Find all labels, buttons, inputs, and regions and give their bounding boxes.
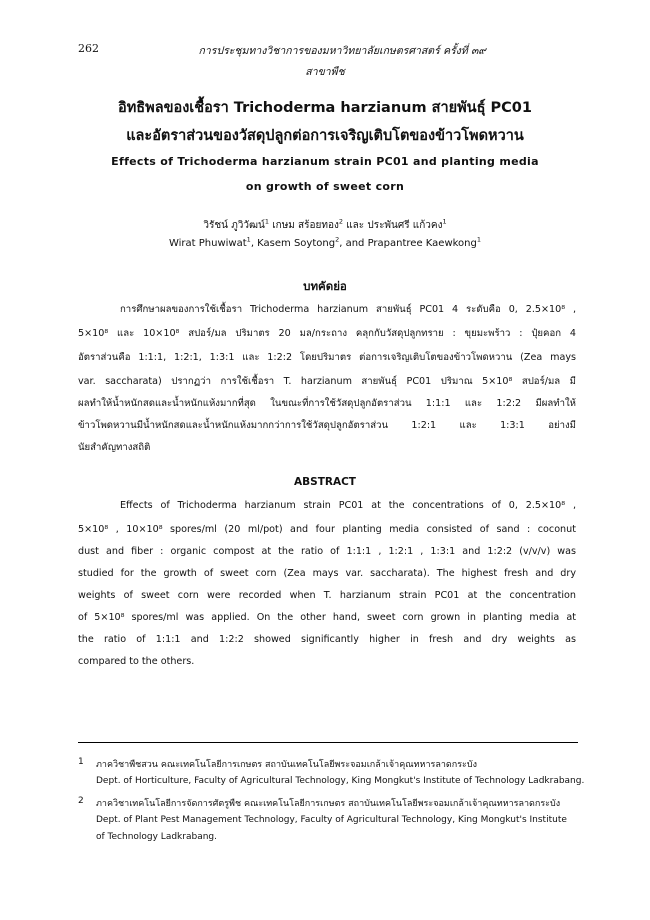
affiliation-mark: 2 [338, 217, 344, 226]
section-label: สาขาพืช [305, 66, 345, 78]
affiliation-mark: 1 [264, 217, 270, 226]
author-name: Kasem Soytong [257, 238, 336, 249]
footnote-divider [78, 742, 578, 743]
author-name: วิรัชน์ ภูวิวัฒน์ [203, 220, 265, 231]
abstract-english-line: the ratio of 1:1:1 and 1:2:2 showed significantly higher in fresh and dry weights as [78, 634, 576, 645]
abstract-thai-heading: บทคัดย่อ [303, 279, 347, 293]
running-head: การประชุมทางวิชาการของมหาวิทยาลัยเกษตรศาสตร์ ครั้งที่ ๓๙ [198, 45, 486, 57]
author-separator: และ [346, 220, 365, 231]
title-english-line-1: Effects of Trichoderma harzianum strain PC01 and planting media [111, 155, 539, 168]
abstract-english-line: Effects of Trichoderma harzianum strain PC01 at the concentrations of 0, 2.5×10⁸ , [120, 500, 576, 511]
footnote-text: ภาควิชาเทคโนโลยีการจัดการศัตรูพืช คณะเทคโนโลยีการเกษตร สถาบันเทคโนโลยีพระจอมเกล้าเจ้าคุณทหารลาดกระบัง [96, 799, 561, 809]
footnote-text: Dept. of Plant Pest Management Technology, Faculty of Agricultural Technology, King Mongkut's Institute [96, 815, 567, 825]
affiliation-mark: 1 [246, 235, 251, 244]
footnote-number: 1 [78, 757, 84, 767]
abstract-thai-line: 5×10⁸ และ 10×10⁸ สปอร์/มล ปริมาตร 20 มล/กระถาง คลุกกับวัสดุปลูกทราย : ขุยมะพร้าว : ปุ๋ยคอก 4 [78, 328, 576, 339]
author-name: Wirat Phuwiwat [168, 238, 247, 249]
abstract-english-line: weights of sweet corn were recorded when T. harzianum strain PC01 at the concentration [78, 590, 576, 601]
footnote-text: ภาควิชาพืชสวน คณะเทคโนโลยีการเกษตร สถาบันเทคโนโลยีพระจอมเกล้าเจ้าคุณทหารลาดกระบัง [96, 760, 477, 770]
abstract-english-line: 5×10⁸ , 10×10⁸ spores/ml (20 ml/pot) and four planting media consisted of sand : coconut [78, 524, 576, 535]
author-name: Prapantree Kaewkong [367, 238, 477, 249]
author-name: เกษม สร้อยทอง [272, 220, 339, 231]
footnote-text: of Technology Ladkrabang. [96, 832, 217, 842]
title-english-line-2: on growth of sweet corn [245, 180, 405, 193]
affiliation-mark: 1 [476, 235, 482, 244]
affiliation-mark: 1 [442, 217, 447, 226]
abstract-english-line: compared to the others. [78, 656, 195, 667]
abstract-thai-line: var. saccharata) ปรากฏว่า การใช้เชื้อรา T. harzianum สายพันธุ์ PC01 ปริมาณ 5×10⁸ สปอร์/มล มี [78, 376, 576, 387]
footnote-text: Dept. of Horticulture, Faculty of Agricultural Technology, King Mongkut's Institute of Technology Ladkrabang. [96, 776, 585, 786]
authors-thai [60, 218, 590, 233]
title-thai-line-2: และอัตราส่วนของวัสดุปลูกต่อการเจริญเติบโตของข้าวโพดหวาน [126, 128, 524, 144]
footnote-number: 2 [78, 796, 84, 806]
abstract-thai-line: การศึกษาผลของการใช้เชื้อรา Trichoderma harzianum สายพันธุ์ PC01 4 ระดับคือ 0, 2.5×10⁸ , [120, 304, 576, 315]
author-name: ประพันศรี แก้วคง [367, 220, 443, 231]
title-thai-line-1: อิทธิพลของเชื้อรา Trichoderma harzianum สายพันธุ์ PC01 [118, 100, 532, 116]
abstract-english-heading: ABSTRACT [294, 476, 356, 488]
abstract-thai-line: นัยสำคัญทางสถิติ [78, 442, 151, 453]
abstract-thai-line: ข้าวโพดหวานมีน้ำหนักสดและน้ำหนักแห้งมากกว่าการใช้วัสดุปลูกอัตราส่วน 1:2:1 และ 1:3:1 อย่างมี [78, 420, 576, 431]
abstract-thai-line: ผลทำให้น้ำหนักสดและน้ำหนักแห้งมากที่สุด ในขณะที่การใช้วัสดุปลูกอัตราส่วน 1:1:1 และ 1:2:2 มีผลทำให้ [78, 398, 576, 409]
abstract-thai-line: อัตราส่วนคือ 1:1:1, 1:2:1, 1:3:1 และ 1:2:2 โดยปริมาตร ต่อการเจริญเติบโตของข้าวโพดหวาน (Zea mays [78, 352, 576, 363]
affiliation-mark: 2 [335, 235, 340, 244]
page-number: 262 [78, 42, 99, 55]
abstract-english-line: of 5×10⁸ spores/ml was applied. On the other hand, sweet corn grown in planting media at [78, 612, 576, 623]
authors-english: Wirat Phuwiwat$^1$, Kasem Soytong$^2$, and Prapantree Kaewkong$^1$ [168, 235, 482, 249]
abstract-english-line: dust and fiber : organic compost at the ratio of 1:1:1 , 1:2:1 , 1:3:1 and 1:2:2 (v/v/v) was [78, 546, 576, 557]
author-separator: , and [339, 238, 365, 249]
abstract-english-line: studied for the growth of sweet corn (Zea mays var. saccharata). The highest fresh and dry [78, 568, 576, 579]
